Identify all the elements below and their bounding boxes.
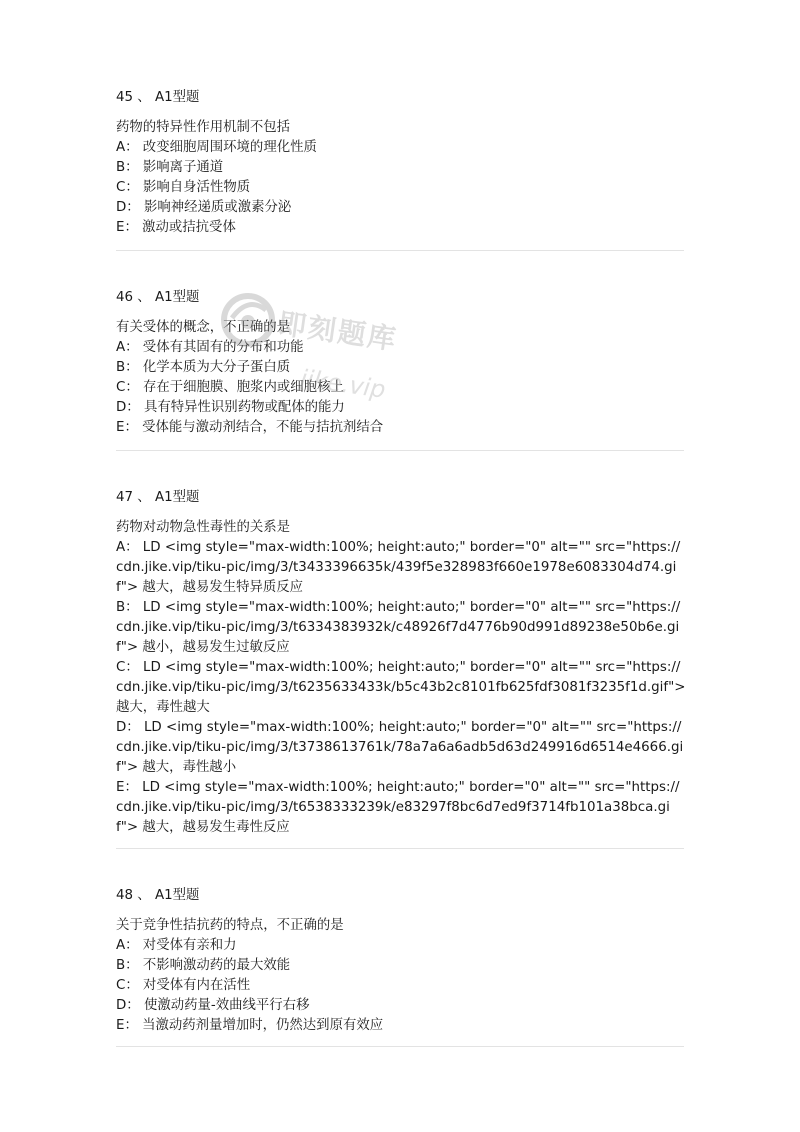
question-46: [116, 288, 686, 438]
option-e: E： LD <img style="max-width:100%; height:auto;" border="0" alt="" src="https://cdn.jike.vip/tiku-pic/img/3/t6538333239k/e83297f8bc6d7ed9f3714fb101a38bca.gif"> 越大，越易发生毒性反应: [116, 780, 680, 835]
option-d: D： 影响神经递质或激素分泌: [116, 200, 292, 215]
option-e: E： 受体能与激动剂结合，不能与拮抗剂结合: [116, 420, 384, 435]
option-e: E： 激动或拮抗受体: [116, 220, 236, 235]
question-number: 45 、 A1型题: [116, 90, 200, 105]
option-b: B： 化学本质为大分子蛋白质: [116, 360, 291, 375]
divider: [116, 450, 684, 451]
option-c: C： 影响自身活性物质: [116, 180, 251, 195]
option-a: A： 对受体有亲和力: [116, 938, 237, 953]
option-c: C： LD <img style="max-width:100%; height:auto;" border="0" alt="" src="https://cdn.jike.vip/tiku-pic/img/3/t6235633433k/b5c43b2c8101fb625fdf3081f3235f1d.gif"> 越大，毒性越大: [116, 660, 686, 715]
question-stem: 关于竞争性拮抗药的特点，不正确的是: [116, 918, 344, 933]
question-number: 46 、 A1型题: [116, 290, 200, 305]
option-d: D： 具有特异性识别药物或配体的能力: [116, 400, 345, 415]
question-45: [116, 88, 686, 238]
question-number: 47 、 A1型题: [116, 490, 200, 505]
option-c: C： 对受体有内在活性: [116, 978, 251, 993]
question-number: 48 、 A1型题: [116, 888, 200, 903]
option-e: E： 当激动药剂量增加时，仍然达到原有效应: [116, 1018, 384, 1033]
option-a: A： LD <img style="max-width:100%; height:auto;" border="0" alt="" src="https://cdn.jike.vip/tiku-pic/img/3/t3433396635k/439f5e328983f660e1978e6083304d74.gif"> 越大，越易发生特异质反应: [116, 540, 681, 595]
question-47: [116, 488, 686, 838]
option-b: B： LD <img style="max-width:100%; height:auto;" border="0" alt="" src="https://cdn.jike.vip/tiku-pic/img/3/t6334383932k/c48926f7d4776b90d991d89238e50b6e.gif"> 越小，越易发生过敏反应: [116, 600, 681, 655]
option-d: D： 使激动药量-效曲线平行右移: [116, 998, 310, 1013]
divider: [116, 848, 684, 849]
watermark-text: 即刻题库: [276, 306, 400, 357]
divider: [116, 1046, 684, 1047]
option-a: A： 改变细胞周围环境的理化性质: [116, 140, 317, 155]
option-b: B： 影响离子通道: [116, 160, 224, 175]
question-stem: 药物对动物急性毒性的关系是: [116, 520, 291, 535]
question-48: [116, 886, 686, 1036]
option-b: B： 不影响激动药的最大效能: [116, 958, 291, 973]
watermark-url: jike.vip: [298, 364, 388, 404]
question-stem: 药物的特异性作用机制不包括: [116, 120, 291, 135]
option-d: D： LD <img style="max-width:100%; height:auto;" border="0" alt="" src="https://cdn.jike.vip/tiku-pic/img/3/t3738613761k/78a7a6a6adb5d63d249916d6514e4666.gif"> 越大，毒性越小: [116, 720, 684, 775]
option-c: C： 存在于细胞膜、胞浆内或细胞核上: [116, 380, 344, 395]
option-a: A： 受体有其固有的分布和功能: [116, 340, 304, 355]
divider: [116, 250, 684, 251]
question-stem: 有关受体的概念，不正确的是: [116, 320, 291, 335]
